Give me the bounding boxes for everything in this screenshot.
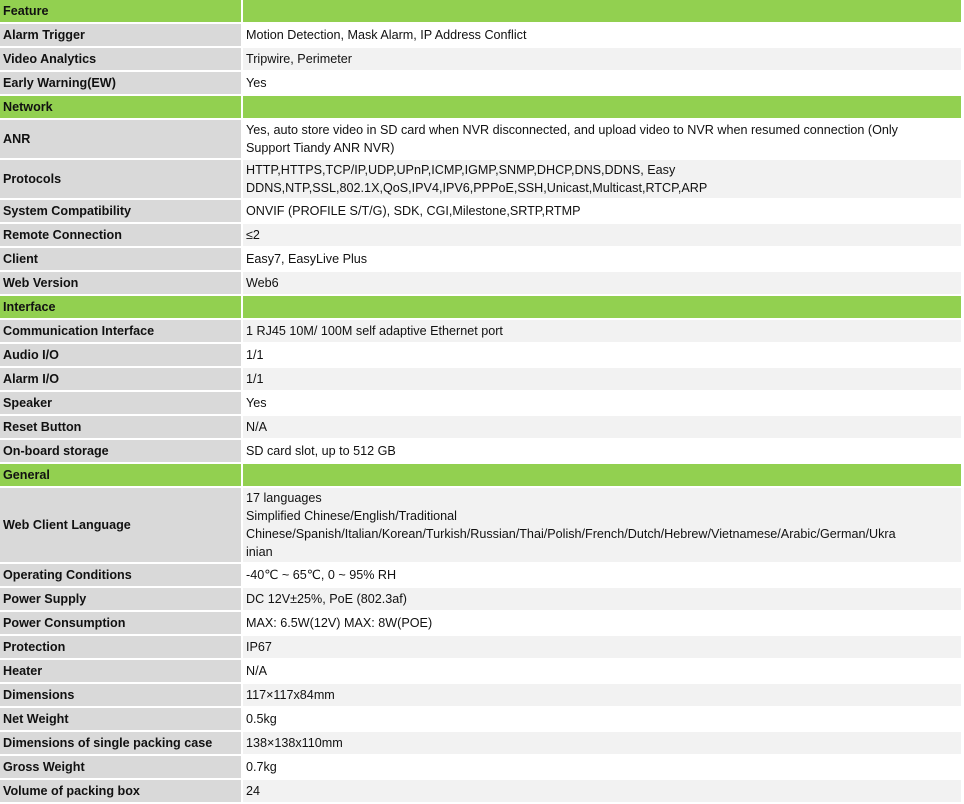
spec-value: 1/1: [242, 343, 962, 367]
spec-row: [0, 23, 962, 47]
spec-row: [0, 415, 962, 439]
spec-label: Power Consumption: [0, 611, 242, 635]
spec-label: Web Version: [0, 271, 242, 295]
spec-row: [0, 563, 962, 587]
spec-label: Net Weight: [0, 707, 242, 731]
spec-value: MAX: 6.5W(12V) MAX: 8W(POE): [242, 611, 962, 635]
spec-label: Gross Weight: [0, 755, 242, 779]
spec-row: [0, 683, 962, 707]
value-line: inian: [246, 545, 273, 559]
spec-label: Client: [0, 247, 242, 271]
spec-value: [242, 119, 962, 159]
spec-value: Motion Detection, Mask Alarm, IP Address Conflict: [242, 23, 962, 47]
spec-label: Audio I/O: [0, 343, 242, 367]
spec-label: Protection: [0, 635, 242, 659]
spec-value: SD card slot, up to 512 GB: [242, 439, 962, 463]
spec-row: [0, 47, 962, 71]
spec-value: Tripwire, Perimeter: [242, 47, 962, 71]
spec-label: Power Supply: [0, 587, 242, 611]
spec-value: [242, 487, 962, 563]
spec-label: Heater: [0, 659, 242, 683]
spec-value: ≤2: [242, 223, 962, 247]
spec-value: Easy7, EasyLive Plus: [242, 247, 962, 271]
spec-value: Web6: [242, 271, 962, 295]
value-line: Chinese/Spanish/Italian/Korean/Turkish/Russian/Thai/Polish/French/Dutch/Hebrew/Vietnamese/Arabic/German/Ukra: [246, 527, 896, 541]
spec-label: Volume of packing box: [0, 779, 242, 803]
spec-row: [0, 635, 962, 659]
section-filler: [242, 95, 962, 119]
spec-value: -40℃ ~ 65℃, 0 ~ 95% RH: [242, 563, 962, 587]
section-title: Network: [0, 95, 242, 119]
spec-row: [0, 247, 962, 271]
spec-row: [0, 487, 962, 563]
section-header-feature: [0, 0, 962, 23]
section-header-interface: [0, 295, 962, 319]
spec-value: 0.5kg: [242, 707, 962, 731]
spec-label: Alarm I/O: [0, 367, 242, 391]
spec-row: [0, 159, 962, 199]
spec-value: ONVIF (PROFILE S/T/G), SDK, CGI,Milestone,SRTP,RTMP: [242, 199, 962, 223]
spec-label: Communication Interface: [0, 319, 242, 343]
spec-row: [0, 707, 962, 731]
value-line: 17 languages: [246, 491, 322, 505]
spec-label: Operating Conditions: [0, 563, 242, 587]
spec-label: Web Client Language: [0, 487, 242, 563]
spec-row: [0, 587, 962, 611]
section-header-general: [0, 463, 962, 487]
spec-row: [0, 439, 962, 463]
spec-row: [0, 271, 962, 295]
spec-value: DC 12V±25%, PoE (802.3af): [242, 587, 962, 611]
spec-row: [0, 319, 962, 343]
spec-value: 0.7kg: [242, 755, 962, 779]
section-header-network: [0, 95, 962, 119]
value-line: Simplified Chinese/English/Traditional: [246, 509, 457, 523]
spec-value: [242, 159, 962, 199]
spec-row: [0, 755, 962, 779]
spec-row: [0, 779, 962, 803]
spec-row: [0, 731, 962, 755]
spec-value: 1/1: [242, 367, 962, 391]
spec-label: Alarm Trigger: [0, 23, 242, 47]
section-title: Feature: [0, 0, 242, 23]
section-filler: [242, 295, 962, 319]
value-line: Yes, auto store video in SD card when NVR disconnected, and upload video to NVR when resumed connection (Only: [246, 123, 898, 137]
value-line: Support Tiandy ANR NVR): [246, 141, 395, 155]
spec-value: 117×117x84mm: [242, 683, 962, 707]
spec-label: Remote Connection: [0, 223, 242, 247]
value-line: DDNS,NTP,SSL,802.1X,QoS,IPV4,IPV6,PPPoE,SSH,Unicast,Multicast,RTCP,ARP: [246, 181, 708, 195]
spec-row: [0, 119, 962, 159]
spec-row: [0, 71, 962, 95]
spec-label: Dimensions: [0, 683, 242, 707]
section-title: General: [0, 463, 242, 487]
spec-value: IP67: [242, 635, 962, 659]
spec-value: N/A: [242, 415, 962, 439]
spec-label: Protocols: [0, 159, 242, 199]
spec-value: 138×138x110mm: [242, 731, 962, 755]
spec-label: ANR: [0, 119, 242, 159]
spec-value: N/A: [242, 659, 962, 683]
spec-value: 1 RJ45 10M/ 100M self adaptive Ethernet port: [242, 319, 962, 343]
section-filler: [242, 0, 962, 23]
spec-label: Dimensions of single packing case: [0, 731, 242, 755]
spec-value: Yes: [242, 391, 962, 415]
spec-row: [0, 199, 962, 223]
spec-row: [0, 659, 962, 683]
spec-label: System Compatibility: [0, 199, 242, 223]
spec-label: On-board storage: [0, 439, 242, 463]
spec-label: Video Analytics: [0, 47, 242, 71]
spec-label: Early Warning(EW): [0, 71, 242, 95]
section-filler: [242, 463, 962, 487]
spec-label: Speaker: [0, 391, 242, 415]
spec-label: Reset Button: [0, 415, 242, 439]
spec-value: 24: [242, 779, 962, 803]
spec-row: [0, 367, 962, 391]
section-title: Interface: [0, 295, 242, 319]
spec-row: [0, 343, 962, 367]
spec-row: [0, 223, 962, 247]
spec-value: Yes: [242, 71, 962, 95]
spec-row: [0, 611, 962, 635]
spec-row: [0, 391, 962, 415]
value-line: HTTP,HTTPS,TCP/IP,UDP,UPnP,ICMP,IGMP,SNMP,DHCP,DNS,DDNS, Easy: [246, 163, 676, 177]
